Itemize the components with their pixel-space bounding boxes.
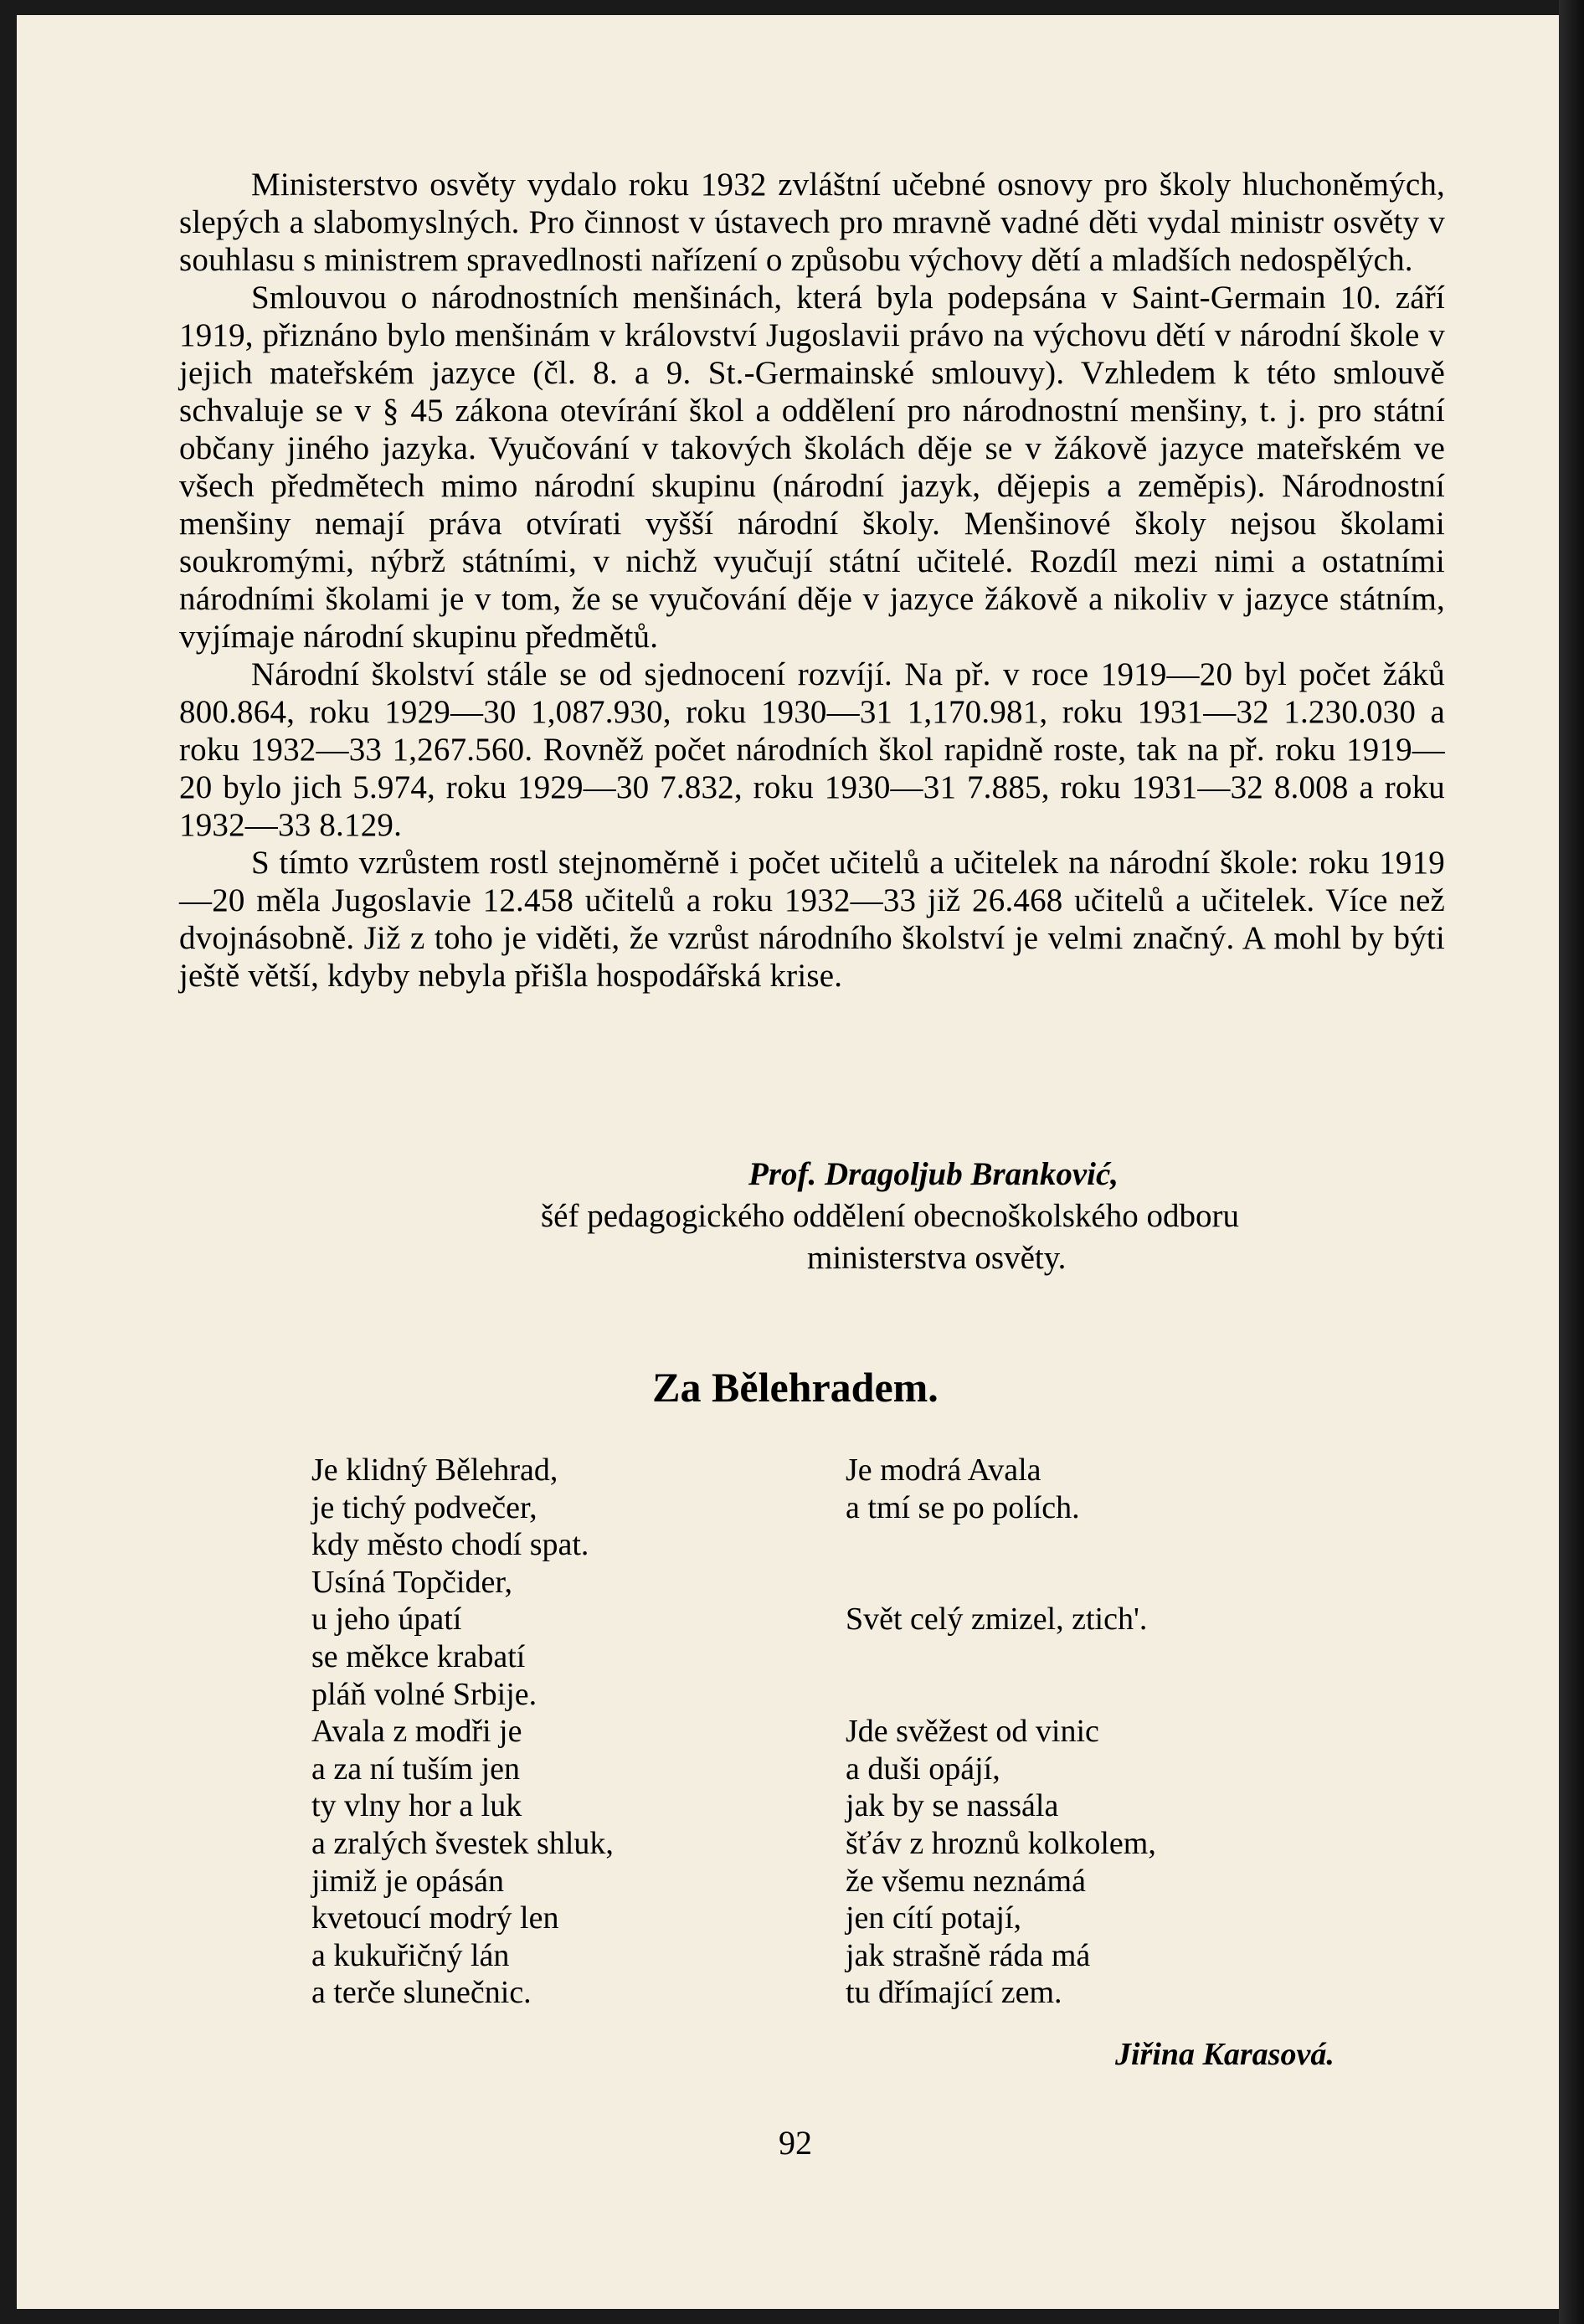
poem-line: a za ní tuším jen [311, 1751, 521, 1787]
author-name: Prof. Dragoljub Branković, [748, 1156, 1119, 1192]
poem-line: a zralých švestek shluk, [311, 1825, 614, 1861]
author-role: šéf pedagogického oddělení obecnoškolského odboru [541, 1198, 1239, 1234]
poem-line: že všemu neznámá [846, 1863, 1086, 1899]
poem-line: kdy město chodí spat. [311, 1527, 589, 1563]
poem-left-column [311, 1452, 614, 2012]
page-number: 92 [779, 2124, 812, 2162]
poem-author: Jiřina Karasová. [1115, 2037, 1335, 2072]
poem-line: a duši opájí, [846, 1751, 1000, 1787]
poem-line: Avala z modři je [311, 1714, 522, 1750]
poem-line [846, 1638, 1156, 1676]
poem-line: je tichý podvečer, [311, 1489, 537, 1525]
poem-line: pláň volné Srbije. [311, 1676, 537, 1712]
poem-line: a tmí se po polích. [846, 1489, 1080, 1525]
poem-line: Je modrá Avala [846, 1452, 1041, 1488]
article-text [179, 166, 1445, 995]
poem-line: tu dřímající zem. [846, 1975, 1062, 2011]
poem-line: Jde svěžest od vinic [846, 1714, 1099, 1750]
paragraph-3: Národní školství stále se od sjednocení rozvíjí. Na př. v roce 1919—20 byl počet žáků 800.864, roku 1929—30 1,087.930, roku 1930—31 1,170.981, roku 1931—32 1.230.030 a roku 1932—33 1,267.560. Rovněž počet národních škol rapidně roste, tak na př. roku 1919—20 bylo jich 5.974, roku 1929—30 7.832, roku 1930—31 7.885, roku 1931—32 8.008 a roku 1932—33 8.129. [179, 656, 1445, 843]
poem-line: Svět celý zmizel, ztich'. [846, 1602, 1148, 1638]
poem-line: a terče slunečnic. [311, 1975, 532, 2011]
poem-line: Je klidný Bělehrad, [311, 1452, 558, 1488]
poem-line [846, 1564, 1156, 1602]
paragraph-1: Ministerstvo osvěty vydalo roku 1932 zvláštní učebné osnovy pro školy hluchoněmých, slepých a slabomyslných. Pro činnost v ústavech pro mravně vadné děti vydal ministr osvěty v souhlasu s ministrem spravedlnosti nařízení o způsobu výchovy dětí a mladších nedospělých. [179, 167, 1445, 278]
poem-line: jak strašně ráda má [846, 1937, 1091, 1973]
author-department: ministerstva osvěty. [807, 1240, 1067, 1276]
poem-line: u jeho úpatí [311, 1602, 462, 1638]
poem-title: Za Bělehradem. [652, 1364, 939, 1411]
book-spine [1559, 0, 1584, 2324]
paragraph-4: S tímto vzrůstem rostl stejnoměrně i počet učitelů a učitelek na národní škole: roku 1919—20 měla Jugoslavie 12.458 učitelů a roku 1932—33 již 26.468 učitelů a učitelek. Více než dvojnásobně. Již z toho je viděti, že vzrůst národního školství je velmi značný. A mohl by býti ještě větší, kdyby nebyla přišla hospodářská krise. [179, 845, 1445, 994]
poem-line: jen cítí potají, [846, 1900, 1022, 1936]
poem-line [846, 1676, 1156, 1714]
poem-line [846, 1526, 1156, 1564]
poem-line: Usíná Topčider, [311, 1564, 512, 1600]
poem-line: šťáv z hroznů kolkolem, [846, 1825, 1156, 1861]
poem-line: se měkce krabatí [311, 1638, 526, 1674]
poem-line: jak by se nassála [846, 1788, 1059, 1824]
poem-line: jimiž je opásán [311, 1863, 505, 1899]
poem-line: ty vlny hor a luk [311, 1788, 522, 1824]
paragraph-2: Smlouvou o národnostních menšinách, která byla podepsána v Saint-Germain 10. září 1919, přiznáno bylo menšinám v království Jugoslavii právo na výchovu dětí v národní škole v jejich mateřském jazyce (čl. 8. a 9. St.-Germainské smlouvy). Vzhledem k této smlouvě schvaluje se v § 45 zákona otevírání škol a oddělení pro národnostní menšiny, t. j. pro státní občany jiného jazyka. Vyučování v takových školách děje se v žákově jazyce mateřském ve všech předmětech mimo národní skupinu (národní jazyk, dějepis a zeměpis). Národnostní menšiny nemají práva otvírati vyšší národní školy. Menšinové školy nejsou školami soukromými, nýbrž státními, v nichž vyučují státní učitelé. Rozdíl mezi nimi a ostatními národními školami je v tom, že se vyučování děje v jazyce žákově a nikoliv v jazyce státním, vyjímaje národní skupinu předmětů. [179, 280, 1445, 655]
poem-line: kvetoucí modrý len [311, 1900, 559, 1936]
poem-line: a kukuřičný lán [311, 1937, 510, 1973]
poem-right-column [846, 1452, 1156, 2012]
